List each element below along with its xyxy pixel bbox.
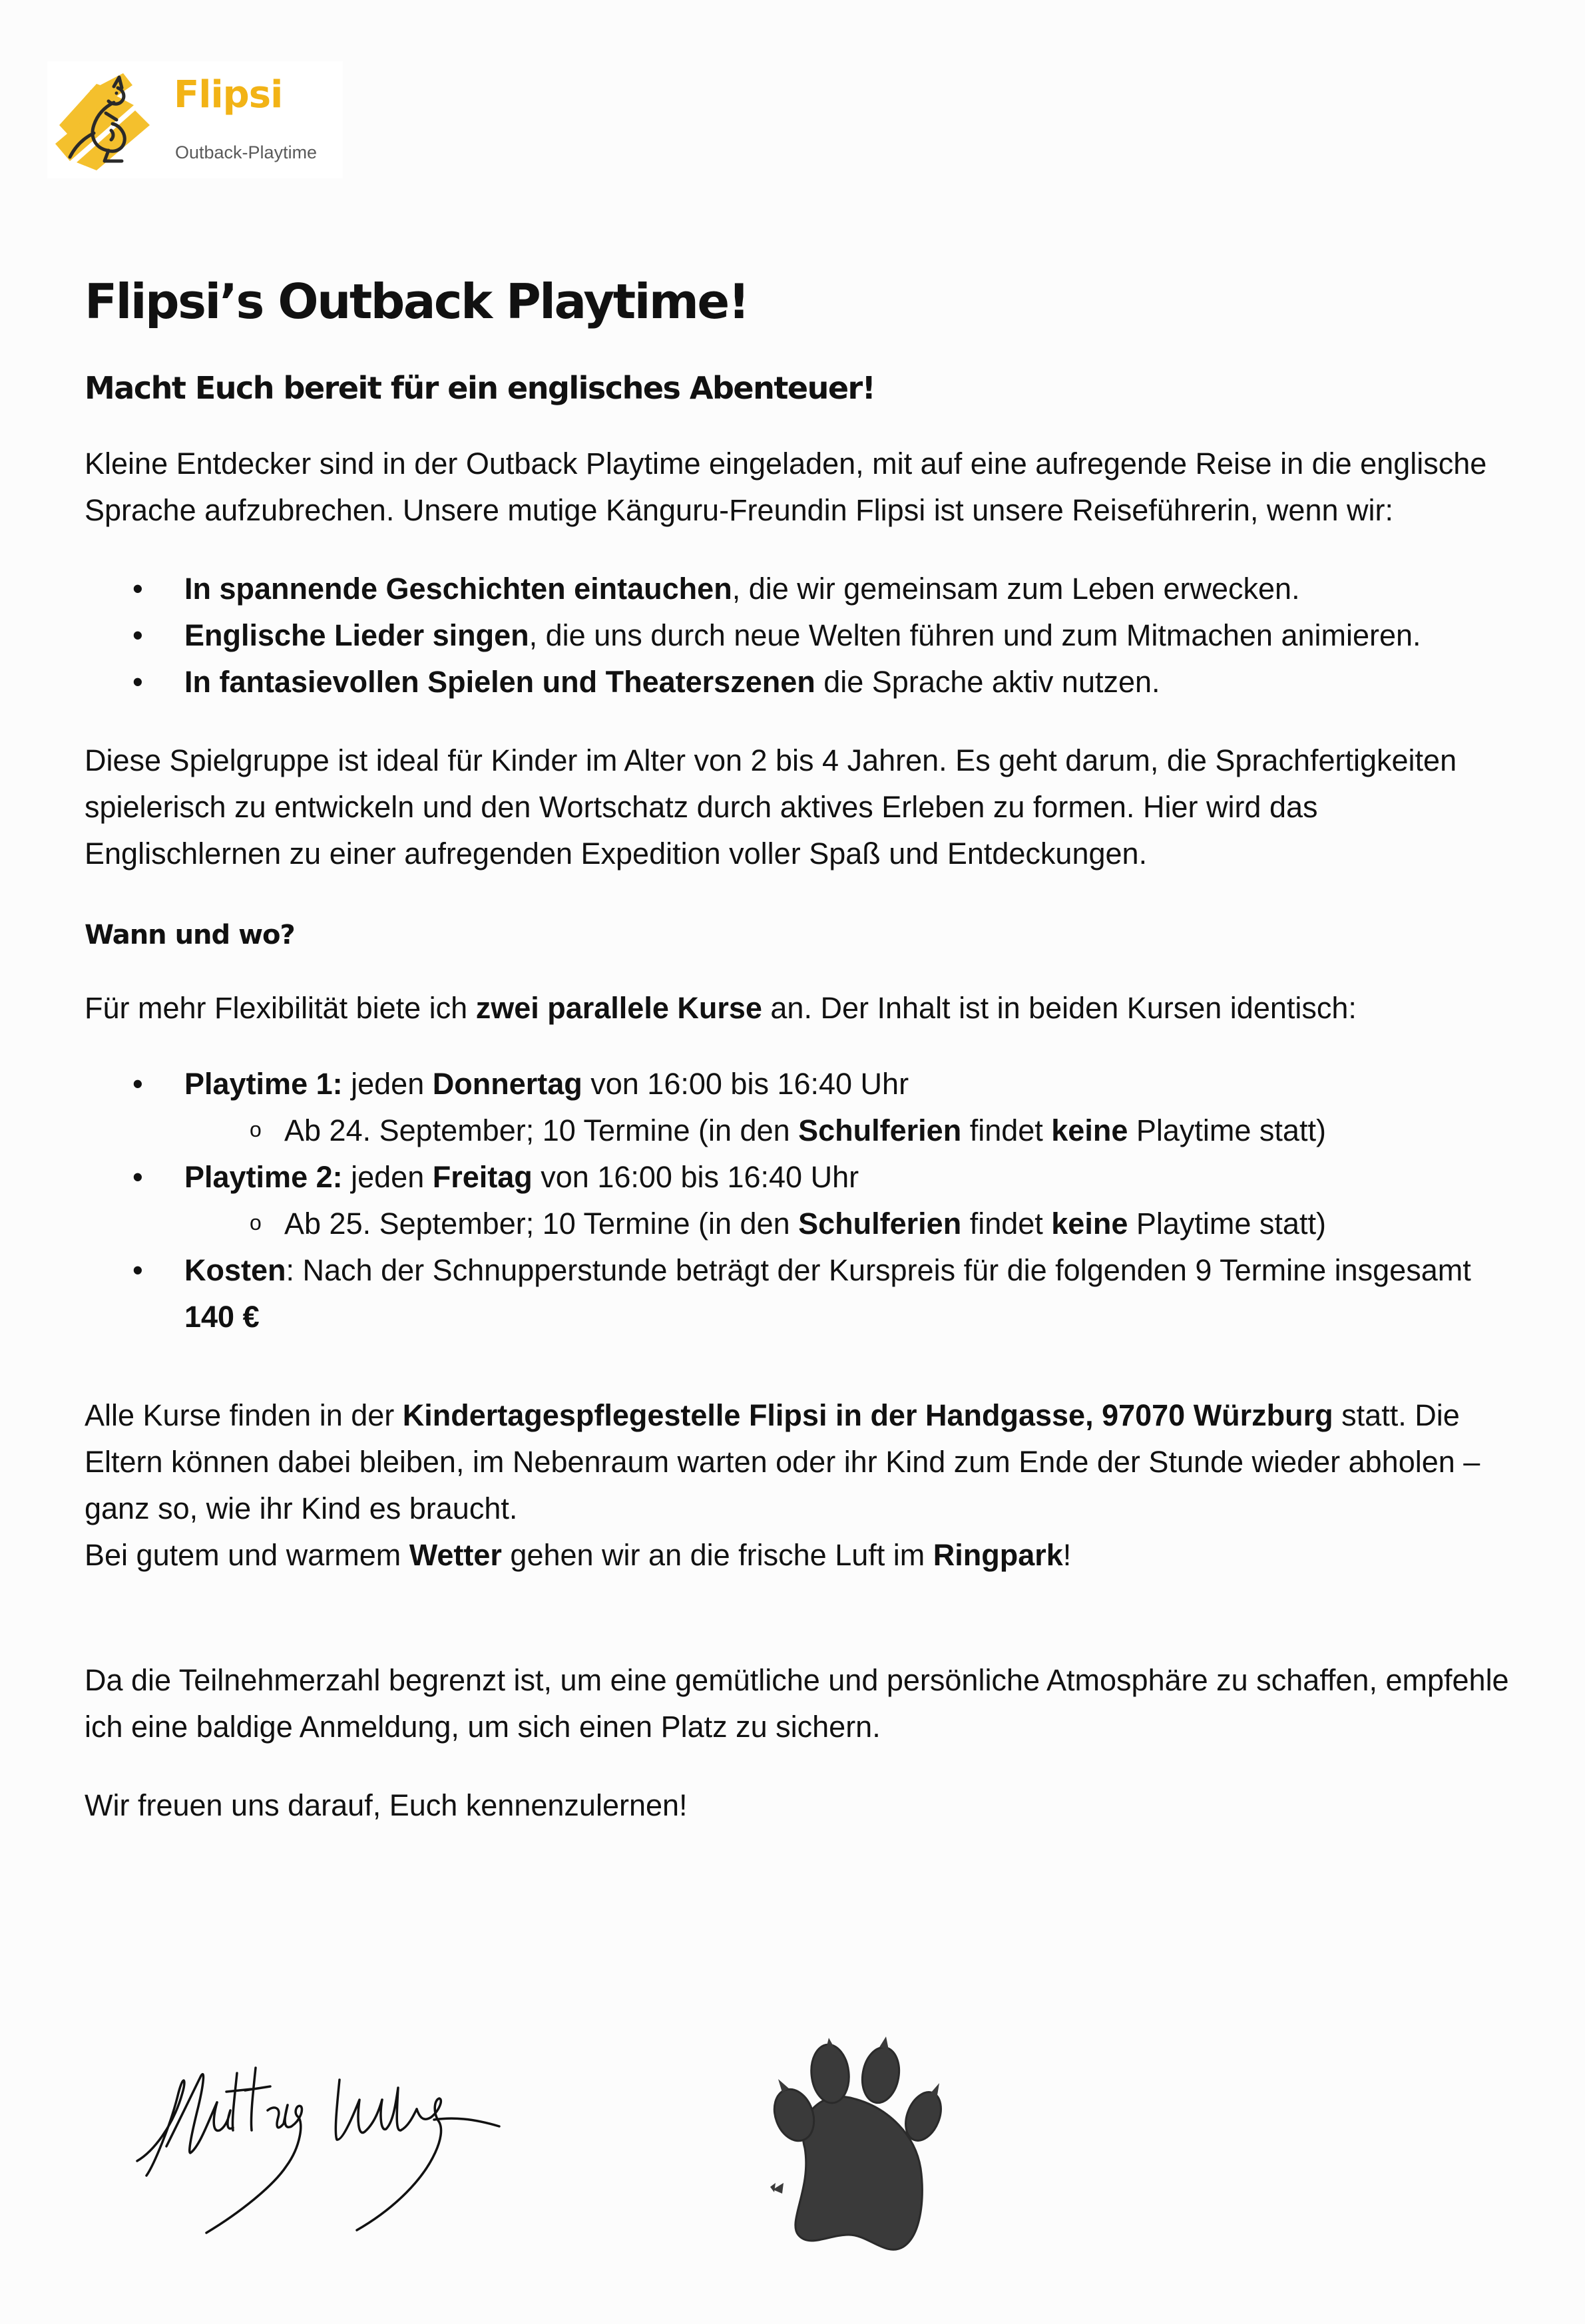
course-item: • Playtime 2: jeden Freitag von 16:00 bis 16:40 Uhr o Ab 25. September; 10 Termine (in den Schulferien findet keine Playtime statt): [85, 1154, 1522, 1247]
page-title: Flipsi’s Outback Playtime!: [85, 274, 749, 329]
paw-print-icon: [756, 2035, 955, 2261]
kangaroo-icon: [50, 64, 156, 176]
logo-tagline: Outback-Playtime: [175, 142, 318, 162]
logo-name: Flipsi: [174, 73, 283, 116]
intro-paragraph: Kleine Entdecker sind in der Outback Playtime eingeladen, mit auf eine aufregende Reise in die englische Sprache aufzubrechen. Unsere mutige Känguru-Freundin Flipsi ist unsere Reiseführerin, wenn wir:: [85, 447, 1487, 527]
flipsi-logo: [47, 61, 343, 178]
activities-list: [85, 566, 1522, 705]
weather-paragraph: Bei gutem und warmem Wetter gehen wir an die frische Luft im Ringpark!: [85, 1538, 1072, 1572]
flexibility-paragraph: Für mehr Flexibilität biete ich zwei parallele Kurse an. Der Inhalt ist in beiden Kursen identisch:: [85, 991, 1357, 1025]
course-detail-list: [184, 1107, 1522, 1154]
registration-paragraph: Da die Teilnehmerzahl begrenzt ist, um eine gemütliche und persönliche Atmosphäre zu schaffen, empfehle ich eine baldige Anmeldung, um sich einen Platz zu sichern.: [85, 1663, 1509, 1744]
location-paragraph: Alle Kurse finden in der Kindertagespflegestelle Flipsi in der Handgasse, 97070 Würzburg statt. Die Eltern können dabei bleiben, im Nebenraum warten oder ihr Kind zum Ende der Stunde wieder abholen – ganz so, wie ihr Kind es braucht.: [85, 1398, 1480, 1525]
list-item: • Englische Lieder singen, die uns durch neue Welten führen und zum Mitmachen animieren.: [85, 612, 1522, 659]
course-detail: o Ab 24. September; 10 Termine (in den Schulferien findet keine Playtime statt): [184, 1107, 1522, 1154]
closing-line: Wir freuen uns darauf, Euch kennenzulernen!: [85, 1788, 688, 1822]
costs-item: • Kosten: Nach der Schnupperstunde beträgt der Kurspreis für die folgenden 9 Termine insgesamt 140 €: [85, 1247, 1522, 1340]
list-item: • In spannende Geschichten eintauchen, die wir gemeinsam zum Leben erwecken.: [85, 566, 1522, 612]
list-item: • In fantasievollen Spielen und Theaterszenen die Sprache aktiv nutzen.: [85, 659, 1522, 705]
course-detail: o Ab 25. September; 10 Termine (in den Schulferien findet keine Playtime statt): [184, 1201, 1522, 1247]
handwritten-signature: [126, 2053, 566, 2253]
flyer-content: [85, 265, 1522, 1829]
when-heading: Wann und wo?: [85, 920, 295, 950]
course-list: [85, 1061, 1522, 1340]
subtitle: Macht Euch bereit für ein englisches Abenteuer!: [85, 370, 875, 406]
course-detail-list: [184, 1201, 1522, 1247]
age-paragraph: Diese Spielgruppe ist ideal für Kinder im Alter von 2 bis 4 Jahren. Es geht darum, die Sprachfertigkeiten spielerisch zu entwickeln und den Wortschatz durch aktives Erleben zu formen. Hier wird das Englischlernen zu einer aufregenden Expedition voller Spaß und Entdeckungen.: [85, 743, 1457, 871]
course-item: • Playtime 1: jeden Donnertag von 16:00 bis 16:40 Uhr o Ab 24. September; 10 Termine (in den Schulferien findet keine Playtime statt): [85, 1061, 1522, 1154]
